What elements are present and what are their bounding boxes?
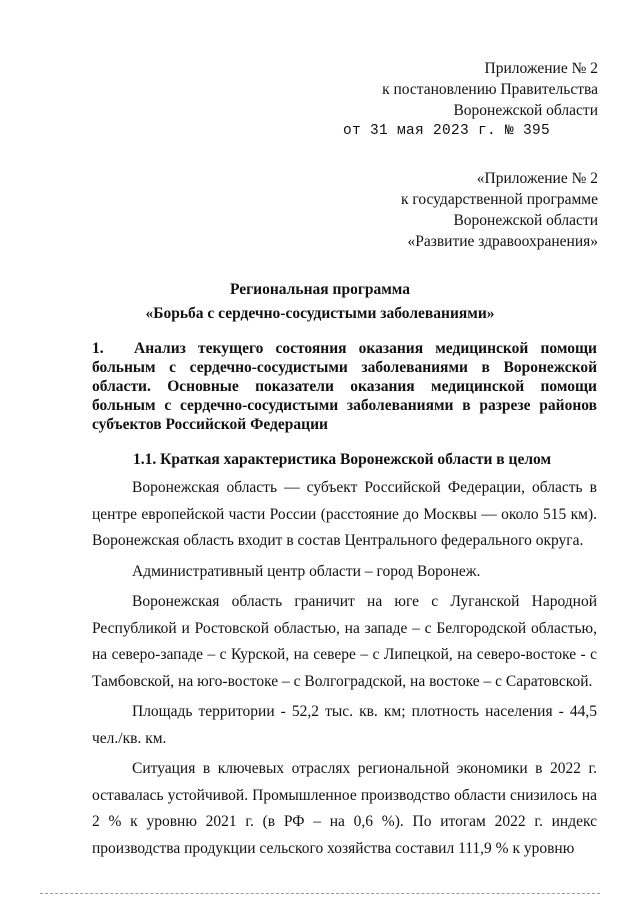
program-name: «Борьба с сердечно-сосудистыми заболеваниями» (145, 305, 495, 322)
section-1-text: Анализ текущего состояния оказания медицинской помощи больным с сердечно-сосудистыми заболеваниями в Воронежской области. Основные показатели оказания медицинской помощи больным с сердечно-сосудистыми заболеваниями в разрезе районов субъектов Российской Федерации (92, 340, 597, 433)
program-appendix-region: Воронежской области (453, 212, 598, 229)
paragraph-location: Воронежская область — субъект Российской Федерации, область в центре европейской части России (расстояние до Москвы — около 515 км). Воронежская область входит в состав Центрального федерального округа. (92, 479, 597, 549)
paragraph-economy: Ситуация в ключевых отраслях региональной экономики в 2022 г. оставалась устойчивой. Промышленное производство области снизилось на 2 % к уровню 2021 г. (в РФ – на 0,6 %). По итогам 2022 г. индекс производства продукции сельского хозяйства составил 111,9 % к уровню (92, 760, 597, 857)
subsection-title: 1.1. Краткая характеристика Воронежской области в целом (133, 451, 552, 468)
appendix-region: Воронежской области (453, 102, 598, 119)
page-bottom-divider (40, 893, 600, 894)
program-title: Региональная программа (230, 281, 410, 298)
program-appendix-header (401, 168, 598, 252)
appendix-header (343, 58, 598, 142)
program-appendix-ref: к государственной программе (400, 191, 598, 208)
paragraph-area: Площадь территории - 52,2 тыс. кв. км; плотность населения - 44,5 чел./кв. км. (92, 703, 597, 747)
program-appendix-name: «Развитие здравоохранения» (407, 233, 598, 250)
body-text (92, 475, 597, 862)
appendix-number: Приложение № 2 (484, 60, 598, 77)
appendix-date: от 31 мая 2023 г. № 395 (342, 123, 550, 139)
section-1-number: 1. (92, 340, 104, 357)
appendix-resolution: к постановлению Правительства (382, 81, 598, 98)
paragraph-borders: Воронежская область граничит на юге с Луганской Народной Республикой и Ростовской областью, на западе – с Белгородской областью, на северо-западе – с Курской, на севере – с Липецкой, на северо-востоке - с Тамбовской, на юго-востоке – с Волгоградской, на востоке – с Саратовской. (92, 593, 597, 690)
paragraph-center: Административный центр области – город Воронеж. (132, 562, 481, 580)
section-1-heading (92, 339, 597, 434)
program-appendix-number: «Приложение № 2 (476, 170, 598, 187)
